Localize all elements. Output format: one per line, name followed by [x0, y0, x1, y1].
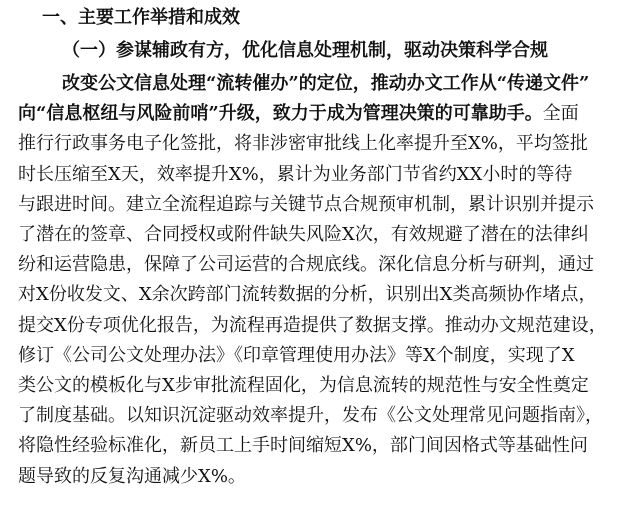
paragraph-line-normal: 修订《公司公文处理办法》《印章管理使用办法》等X个制度，实现了X — [18, 345, 575, 366]
paragraph-line — [18, 465, 246, 489]
paragraph-line-normal: 题导致的反复沟通减少X%。 — [18, 466, 246, 487]
paragraph-line-normal: 类公文的模板化与X步审批流程固化，为信息流转的规范性与安全性奠定 — [18, 375, 589, 396]
paragraph-line — [18, 253, 594, 277]
paragraph-line — [18, 283, 596, 307]
paragraph-line-normal: 了潜在的签章、合同授权或附件缺失风险X次，有效规避了潜在的法律纠 — [18, 224, 589, 245]
subheading: （一）参谋辅政有方，优化信息处理机制，驱动决策科学合规 — [62, 40, 548, 61]
paragraph-line-normal: 将隐性经验标准化，新员工上手时间缩短X%，部门间因格式等基础性问 — [18, 435, 588, 456]
paragraph-line-normal: 全面 — [542, 103, 579, 124]
paragraph-line — [18, 374, 589, 398]
paragraph-line-normal: 纷和运营隐患，保障了公司运营的合规底线。深化信息分析与研判，通过 — [18, 254, 594, 275]
paragraph-line-bold: 向“信息枢纽与风险前哨”升级，致力于成为管理决策的可靠助手。 — [18, 103, 543, 124]
paragraph-line-normal: 推行行政事务电子化签批，将非涉密审批线上化率提升至X%，平均签批 — [18, 133, 588, 154]
paragraph-line — [18, 163, 572, 187]
paragraph-line — [18, 193, 594, 217]
paragraph-line-normal: 提交X份专项优化报告，为流程再造提供了数据支撑。推动办文规范建设， — [18, 315, 607, 336]
paragraph-line-bold: 改变公文信息处理“流转催办”的定位，推动办文工作从“传递文件” — [62, 73, 590, 94]
paragraph-line-normal: 与跟进时间。建立全流程追踪与关键节点合规预审机制，累计识别并提示 — [18, 194, 594, 215]
paragraph-line-normal: 对X份收发文、X余次跨部门流转数据的分析，识别出X类高频协作堵点， — [18, 284, 597, 305]
paragraph-line — [18, 314, 607, 338]
paragraph-line — [18, 404, 603, 428]
paragraph-line — [18, 132, 588, 156]
paragraph-line-normal: 了制度基础。以知识沉淀驱动效率提升，发布《公文处理常见问题指南》， — [18, 405, 603, 426]
paragraph-line — [18, 434, 588, 458]
section-heading: 一、主要工作举措和成效 — [42, 7, 240, 28]
paragraph-line — [18, 223, 589, 247]
paragraph-line — [18, 102, 579, 126]
paragraph-line-normal: 时长压缩至X天，效率提升X%，累计为业务部门节省约XX小时的等待 — [18, 164, 573, 185]
paragraph-line — [18, 344, 575, 368]
paragraph-line — [62, 72, 589, 96]
